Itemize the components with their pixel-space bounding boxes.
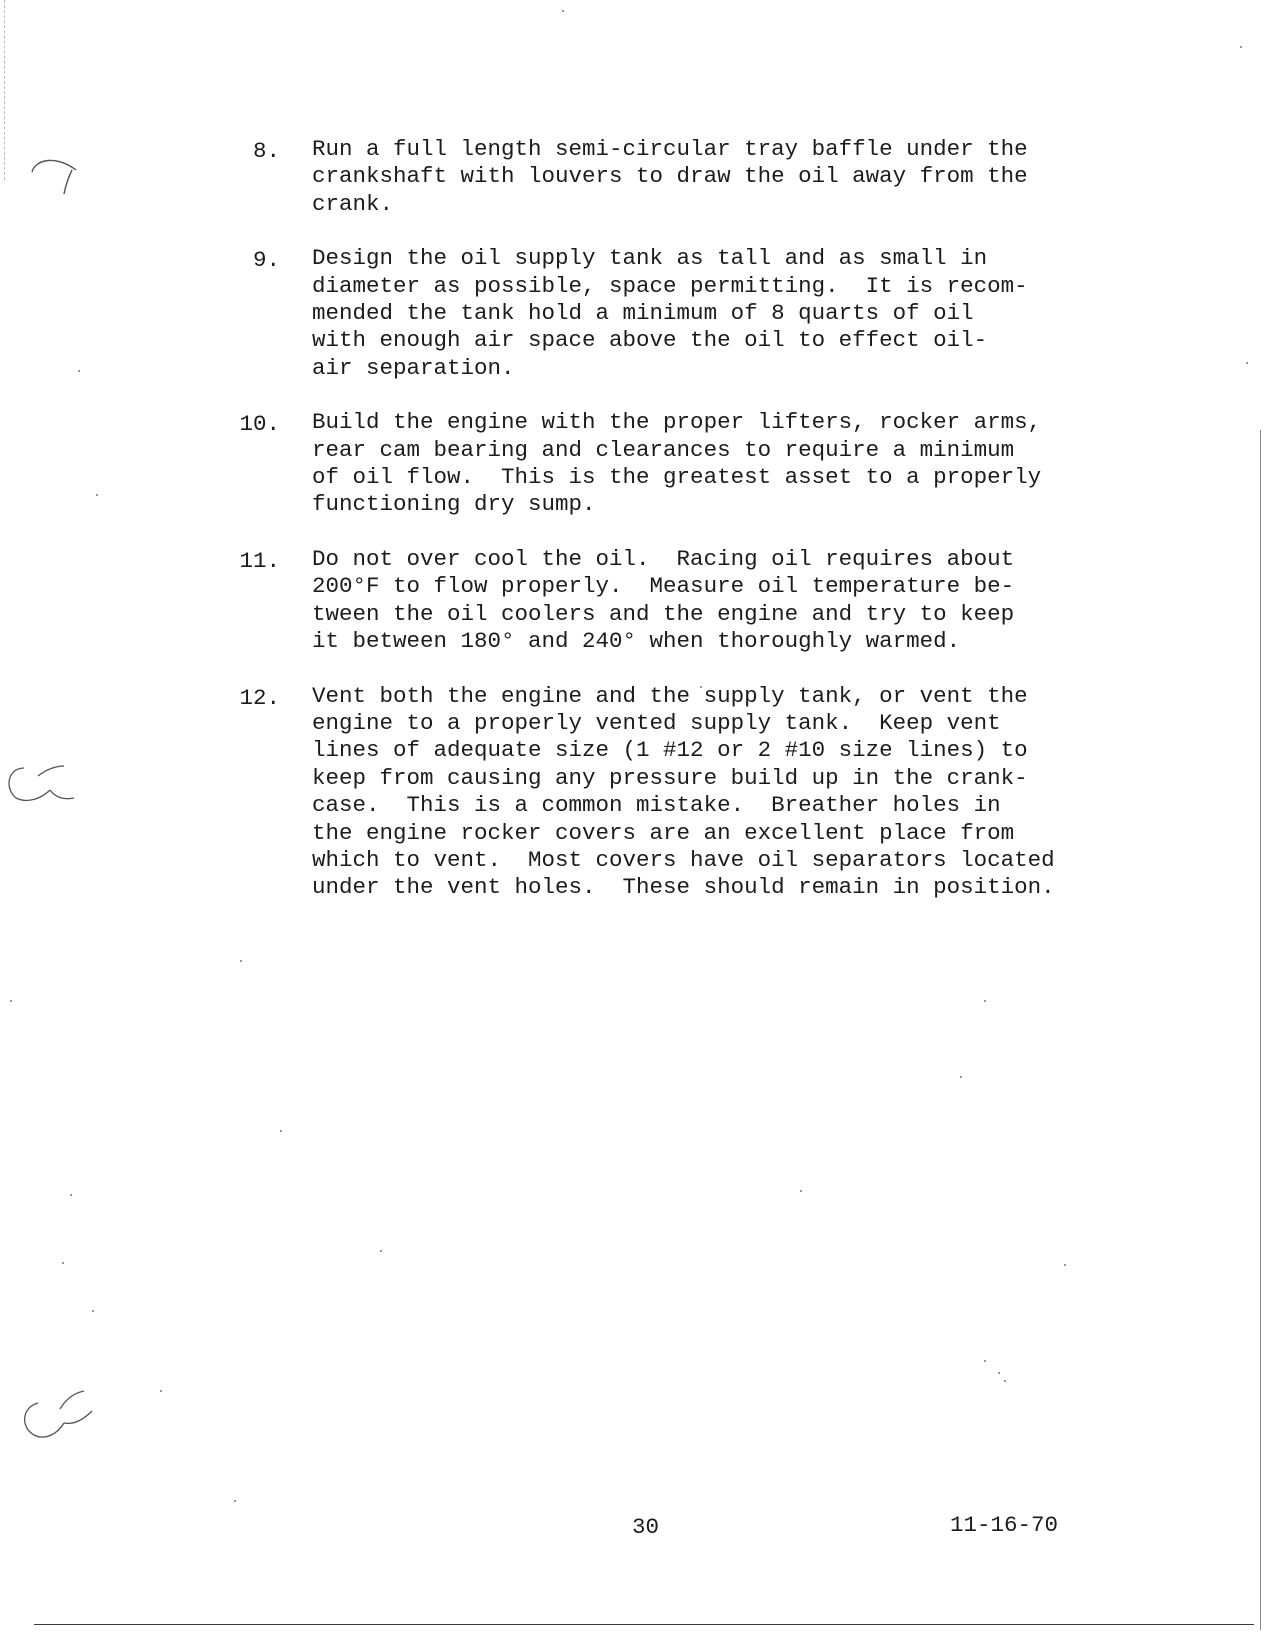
punch-hole-mark-top [28,150,88,200]
scan-speck [984,1360,986,1362]
scan-speck [160,1390,162,1392]
item-text-line: the engine rocker covers are an excellent place from [312,819,1015,846]
scan-speck [96,494,98,496]
item-text-line: which to vent. Most covers have oil separators located [312,846,1055,873]
item-text-line: under the vent holes. These should remain in position. [312,874,1055,901]
list-item [230,245,1130,382]
scan-speck [960,1076,962,1078]
scan-speck [78,370,80,372]
item-number: 9. [252,247,280,274]
item-text-line: rear cam bearing and clearances to require a minimum [312,436,1015,463]
item-number: 8. [252,138,280,164]
page-number: 30 [632,1514,660,1540]
item-text-line: Design the oil supply tank as tall and as small in [312,245,988,272]
item-text-line: lines of adequate size (1 #12 or 2 #10 size lines) to [312,737,1028,764]
item-text-line: of oil flow. This is the greatest asset to a properly [312,464,1042,491]
item-number: 12. [239,684,280,711]
item-text-line: mended the tank hold a minimum of 8 quarts of oil [312,300,974,327]
scan-speck [234,1500,236,1502]
scan-edge-right [1260,430,1261,1630]
scan-edge-left [4,0,5,180]
recommendation-list [230,136,1130,929]
scan-speck [10,1000,12,1002]
scan-speck [998,1372,1000,1374]
scan-speck [1240,46,1242,48]
list-item [230,546,1130,656]
item-text-line: air separation. [312,354,515,381]
item-text-line: it between 180° and 240° when thoroughly warmed. [312,628,961,655]
item-text-line: Run a full length semi-circular tray baffle under the [312,136,1028,162]
item-text-line: diameter as possible, space permitting. It is recom- [312,272,1028,299]
item-text-line: Vent both the engine and the supply tank, or vent the [312,682,1028,709]
item-text-line: crankshaft with louvers to draw the oil away from the [312,163,1028,190]
scan-speck [562,10,564,12]
punch-hole-mark-bottom [18,1385,108,1445]
item-text-line: crank. [312,190,394,217]
item-text-line: case. This is a common mistake. Breather holes in [312,792,1001,819]
scan-speck [380,1250,382,1252]
scan-speck [1246,362,1248,364]
list-item [230,683,1130,902]
item-text-line: Build the engine with the proper lifters, rocker arms, [312,409,1042,436]
item-text-line: engine to a properly vented supply tank. Keep vent [312,709,1001,736]
item-number: 10. [239,411,280,438]
scan-speck [1004,1380,1006,1382]
scan-speck [92,1310,94,1312]
scan-speck [1064,1264,1066,1266]
item-text-line: 200°F to flow properly. Measure oil temperature be- [312,573,1015,600]
document-date: 11-16-70 [950,1512,1059,1538]
list-item [230,136,1130,218]
scan-speck [62,1262,64,1264]
scan-speck [70,1194,72,1196]
item-text-line: keep from causing any pressure build up in the crank- [312,764,1028,791]
item-number: 11. [239,547,280,574]
scan-speck [280,1130,282,1132]
item-text-line: tween the oil coolers and the engine and try to keep [312,600,1015,627]
item-text-line: with enough air space above the oil to effect oil- [312,327,988,354]
punch-hole-mark-middle [2,760,92,810]
list-item [230,409,1130,519]
scan-speck [984,1000,986,1002]
bottom-rule [34,1624,1254,1625]
item-text-line: functioning dry sump. [312,491,596,518]
item-text-line: Do not over cool the oil. Racing oil requires about [312,545,1015,572]
scan-speck [240,960,242,962]
scan-speck [800,1190,802,1192]
